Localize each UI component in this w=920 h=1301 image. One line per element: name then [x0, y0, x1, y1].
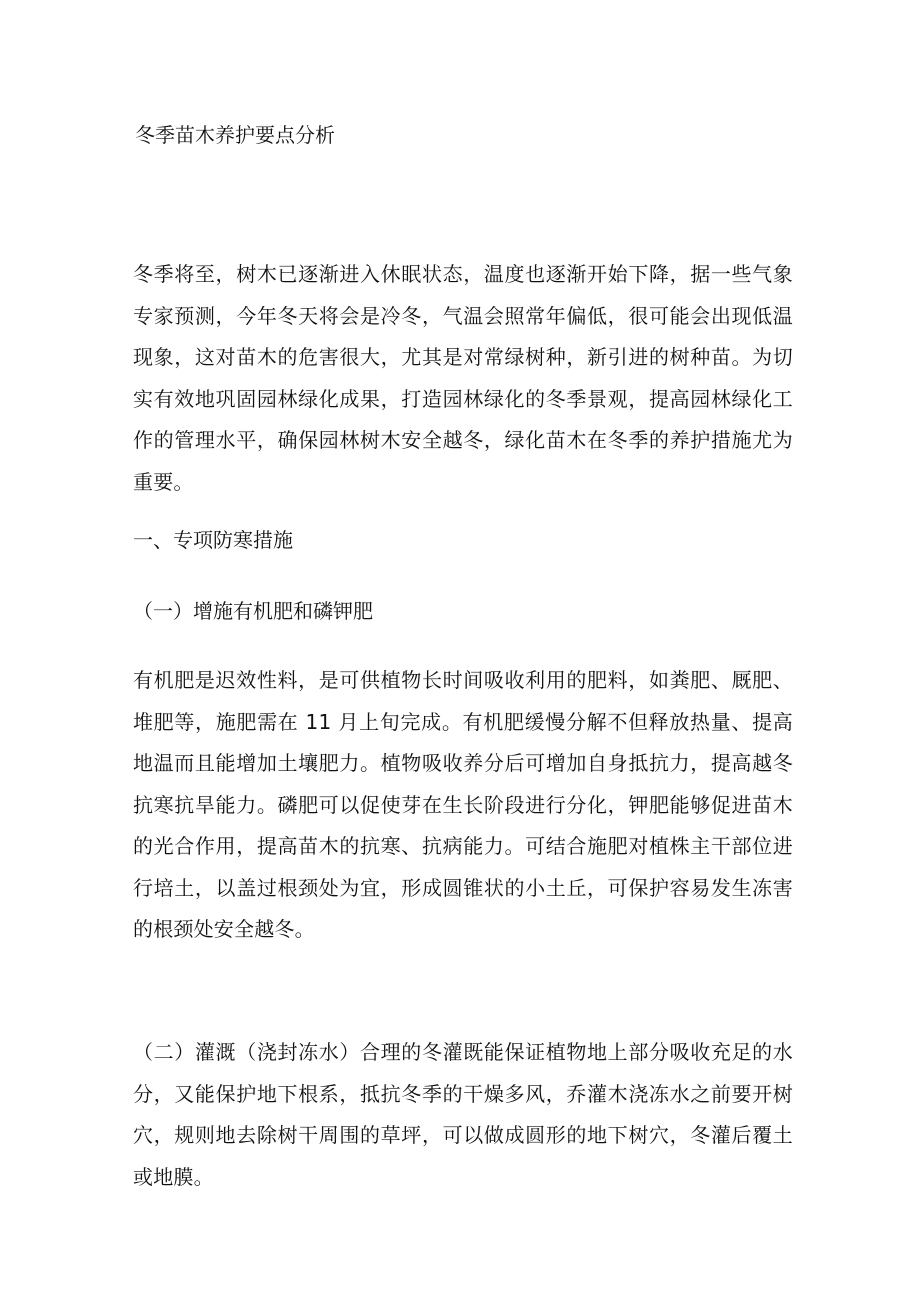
intro-paragraph: 冬季将至，树木已逐渐进入休眠状态，温度也逐渐开始下降，据一些气象专家预测，今年冬天将会是冷冬，气温会照常年偏低，很可能会出现低温现象，这对苗木的危害很大，尤其是对常绿树种，新引进的树种苗。为切实有效地巩固园林绿化成果，打造园林绿化的冬季景观，提高园林绿化工作的管理水平，确保园林树木安全越冬，绿化苗木在冬季的养护措施尤为重要。	[133, 262, 793, 494]
irrigation-paragraph: （二）灌溉（浇封冻水）合理的冬灌既能保证植物地上部分吸收充足的水分，又能保护地下根系，抵抗冬季的干燥多风，乔灌木浇冻水之前要开树穴，规则地去除树干周围的草坪，可以做成圆形的地下树穴，冬灌后覆土或地膜。	[133, 1040, 793, 1189]
fertilizer-paragraph: 有机肥是迟效性料，是可供植物长时间吸收利用的肥料，如粪肥、厩肥、堆肥等，施肥需在 11 月上旬完成。有机肥缓慢分解不但释放热量、提高地温而且能增加土壤肥力。植物吸收养分后可增加自身抵抗力，提高越冬抗寒抗旱能力。磷肥可以促使芽在生长阶段进行分化，钾肥能够促进苗木的光合作用，提高苗木的抗寒、抗病能力。可结合施肥对植株主干部位进行培土，以盖过根颈处为宜，形成圆锥状的小土丘，可保护容易发生冻害的根颈处安全越冬。	[133, 668, 793, 941]
document-title: 冬季苗木养护要点分析	[135, 123, 335, 147]
subsection-heading: （一）增施有机肥和磷钾肥	[133, 599, 373, 623]
section-heading: 一、专项防寒措施	[133, 528, 293, 552]
